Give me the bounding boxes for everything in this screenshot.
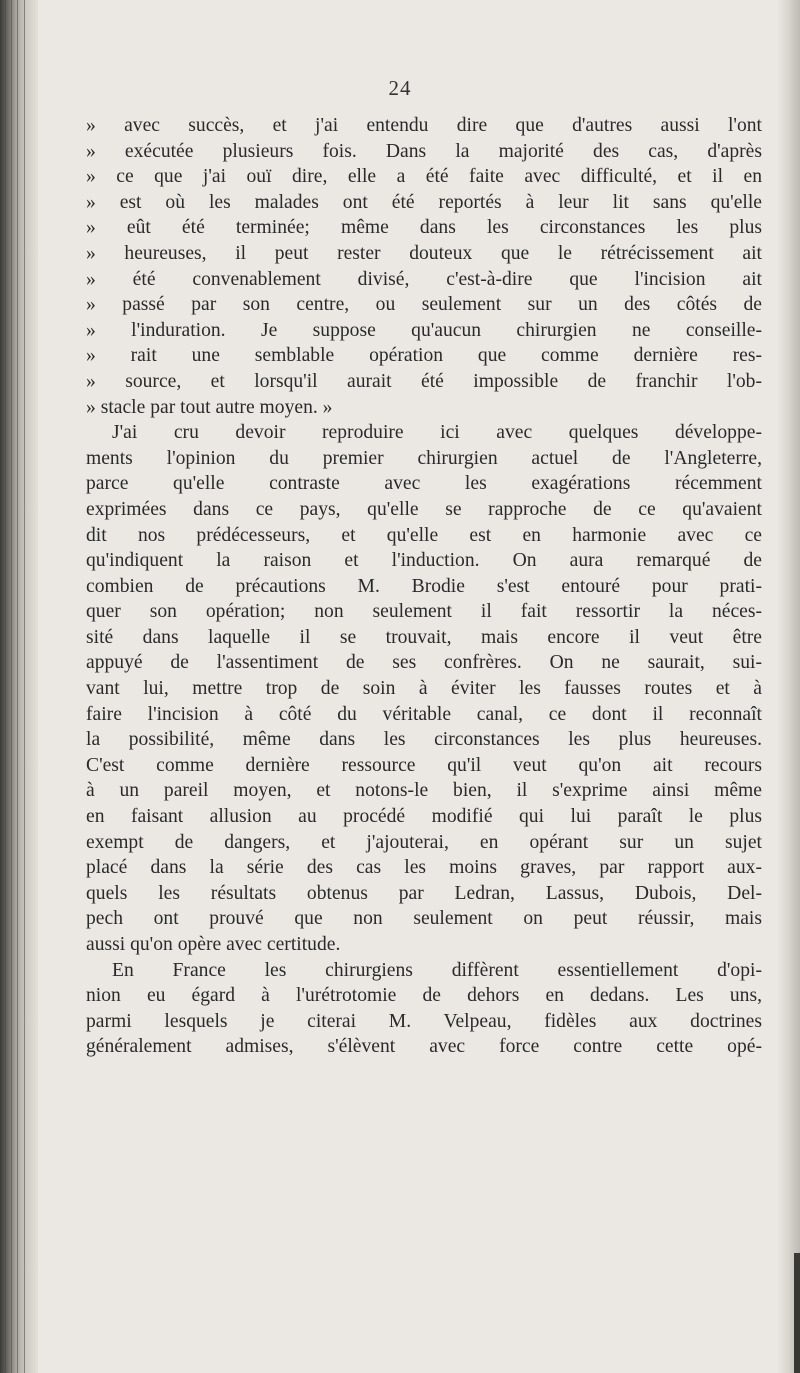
text-line: » été convenablement divisé, c'est-à-dire que l'incision ait <box>86 268 762 290</box>
text-line: parmi lesquels je citerai M. Velpeau, fidèles aux doctrines <box>86 1010 762 1032</box>
text-line: placé dans la série des cas les moins graves, par rapport aux- <box>86 857 762 879</box>
text-line: » avec succès, et j'ai entendu dire que d'autres aussi l'ont <box>86 115 762 136</box>
text-line: ments l'opinion du premier chirurgien actuel de l'Angleterre, <box>86 447 762 469</box>
text-line: C'est comme dernière ressource qu'il veut qu'on ait recours <box>86 754 762 776</box>
text-line: à un pareil moyen, et notons-le bien, il s'exprime ainsi même <box>86 780 762 802</box>
text-line: qu'indiquent la raison et l'induction. On aura remarqué de <box>86 550 762 572</box>
text-line: » l'induration. Je suppose qu'aucun chirurgien ne conseille- <box>86 319 762 341</box>
text-line: appuyé de l'assentiment de ses confrères. On ne saurait, sui- <box>86 652 762 674</box>
text-line: sité dans laquelle il se trouvait, mais encore il veut être <box>86 626 762 648</box>
text-line: combien de précautions M. Brodie s'est entouré pour prati- <box>86 575 762 597</box>
text-line: » source, et lorsqu'il aurait été impossible de franchir l'ob- <box>86 370 762 392</box>
text-line: exprimées dans ce pays, qu'elle se rapproche de ce qu'avaient <box>86 498 762 520</box>
text-line: En France les chirurgiens diffèrent essentiellement d'opi- <box>112 959 762 981</box>
text-line: pech ont prouvé que non seulement on peut réussir, mais <box>86 908 762 930</box>
binding-line <box>17 0 18 1373</box>
page-number: 24 <box>388 76 412 100</box>
binding-line <box>24 0 25 1373</box>
text-line: exempt de dangers, et j'ajouterai, en opérant sur un sujet <box>86 831 762 853</box>
text-line: » est où les malades ont été reportés à leur lit sans qu'elle <box>86 191 762 213</box>
text-line: dit nos prédécesseurs, et qu'elle est en harmonie avec ce <box>86 524 762 546</box>
text-line: quer son opération; non seulement il fait ressortir la néces- <box>86 601 762 623</box>
text-line: » stacle par tout autre moyen. » <box>86 396 333 418</box>
text-line: J'ai cru devoir reproduire ici avec quelques développe- <box>112 422 762 444</box>
text-line: parce qu'elle contraste avec les exagérations récemment <box>86 473 762 495</box>
page-edge <box>778 0 800 1373</box>
binding-line <box>5 0 6 1373</box>
text-line: nion eu égard à l'urétrotomie de dehors en dedans. Les uns, <box>86 985 762 1007</box>
binding-line <box>11 0 12 1373</box>
text-line: » heureuses, il peut rester douteux que le rétrécissement ait <box>86 242 762 264</box>
text-line: quels les résultats obtenus par Ledran, Lassus, Dubois, Del- <box>86 882 762 904</box>
text-line: » exécutée plusieurs fois. Dans la majorité des cas, d'après <box>86 140 762 162</box>
page-body-text <box>86 113 762 1060</box>
text-line: vant lui, mettre trop de soin à éviter les fausses routes et à <box>86 678 762 700</box>
text-line: généralement admises, s'élèvent avec force contre cette opé- <box>86 1036 762 1058</box>
text-line: la possibilité, même dans les circonstances les plus heureuses. <box>86 729 762 751</box>
text-line: » eût été terminée; même dans les circonstances les plus <box>86 217 762 239</box>
page-edge-shadow <box>794 1253 800 1373</box>
text-line: faire l'incision à côté du véritable canal, ce dont il reconnaît <box>86 703 762 725</box>
text-line: » rait une semblable opération que comme dernière res- <box>86 345 762 367</box>
text-line: aussi qu'on opère avec certitude. <box>86 934 341 955</box>
text-line: » passé par son centre, ou seulement sur un des côtés de <box>86 294 762 316</box>
text-line: en faisant allusion au procédé modifié qui lui paraît le plus <box>86 806 762 828</box>
text-line: » ce que j'ai ouï dire, elle a été faite avec difficulté, et il en <box>86 166 762 188</box>
